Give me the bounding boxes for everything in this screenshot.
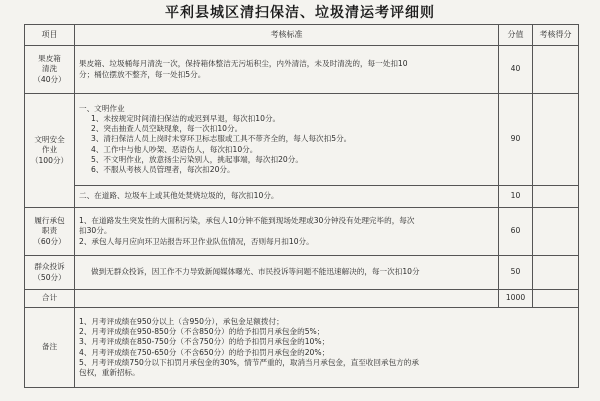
table-row [25, 46, 579, 94]
result-cell [533, 46, 579, 94]
standard-cell [75, 290, 499, 308]
result-cell [533, 208, 579, 256]
result-cell [533, 290, 579, 308]
table-row [25, 208, 579, 256]
standard-cell: 1、在道路发生突发性的大面积污染，承包人10分钟不能到现场处理或30分钟没有处理完毕的，每次 扣30分。 2、承包人每月应向环卫站报告环卫作业队伍情况，否则每月扣10分。 [75, 208, 499, 256]
standard-cell: 果皮箱、垃圾桶每月清洗一次，保持箱体整洁无污垢积尘，内外清洁，未及时清洗的，每一处扣10 分；桶位摆放不整齐，每一处扣5分。 [75, 46, 499, 94]
evaluation-table [24, 24, 579, 388]
standard-cell: 做到无群众投诉，因工作不力导致新闻媒体曝光、市民投诉等问题不能迅速解决的，每一次扣10分 [75, 256, 499, 290]
score-cell: 50 [499, 256, 533, 290]
total-score: 1000 [499, 290, 533, 308]
header-result: 考核得分 [533, 25, 579, 46]
total-row [25, 290, 579, 308]
score-cell: 60 [499, 208, 533, 256]
notes-row [25, 308, 579, 388]
header-standard: 考核标准 [75, 25, 499, 46]
notes-label: 备注 [25, 308, 75, 388]
item-cell: 果皮箱 清洗 （40分） [25, 46, 75, 94]
score-cell: 40 [499, 46, 533, 94]
standard-cell: 二、在道路、垃圾车上或其他处焚烧垃圾的，每次扣10分。 [75, 186, 499, 208]
score-cell: 10 [499, 186, 533, 208]
table-row [25, 94, 579, 186]
item-cell: 群众投诉 （50分） [25, 256, 75, 290]
score-cell: 90 [499, 94, 533, 186]
item-cell: 文明安全 作业 （100分） [25, 94, 75, 208]
total-label: 合计 [25, 290, 75, 308]
table-row [25, 186, 579, 208]
header-item: 项目 [25, 25, 75, 46]
page-title: 平利县城区清扫保洁、垃圾清运考评细则 [165, 5, 435, 21]
result-cell [533, 186, 579, 208]
standard-cell: 一、文明作业 1、未按规定时间清扫保洁的或迟到早退，每次扣10分。 2、突击抽查人员空缺现象，每一次扣10分。 3、清扫保洁人员上岗时未穿环卫标志服或工具不带齐全的，每人每次扣5分。 4、工作中与他人吵架、恶语伤人，每次扣10分。 5、不文明作业，放意扬尘污染别人，挑起事端，每次扣20分。 6、不服从考核人员管理者，每次扣20分。 [75, 94, 499, 186]
header-score: 分值 [499, 25, 533, 46]
notes-cell: 1、月考评成绩在950分以上（含950分），承包金足额拨付； 2、月考评成绩在950-850分（不含850分）的给予扣罚月承包金的5%； 3、月考评成绩在850-750分（不含750分）的给予扣罚月承包金的10%； 4、月考评成绩在750-650分（不含650分）的给予扣罚月承包金的20%； 5、月考评成绩750分以下扣罚月承包金的30%，情节严重的，取消当月承包金，直至收回承包方的承 包权，重新招标。 [75, 308, 579, 388]
header-row [25, 25, 579, 46]
result-cell [533, 256, 579, 290]
table-row [25, 256, 579, 290]
item-cell: 履行承包 职责 （60分） [25, 208, 75, 256]
result-cell [533, 94, 579, 186]
